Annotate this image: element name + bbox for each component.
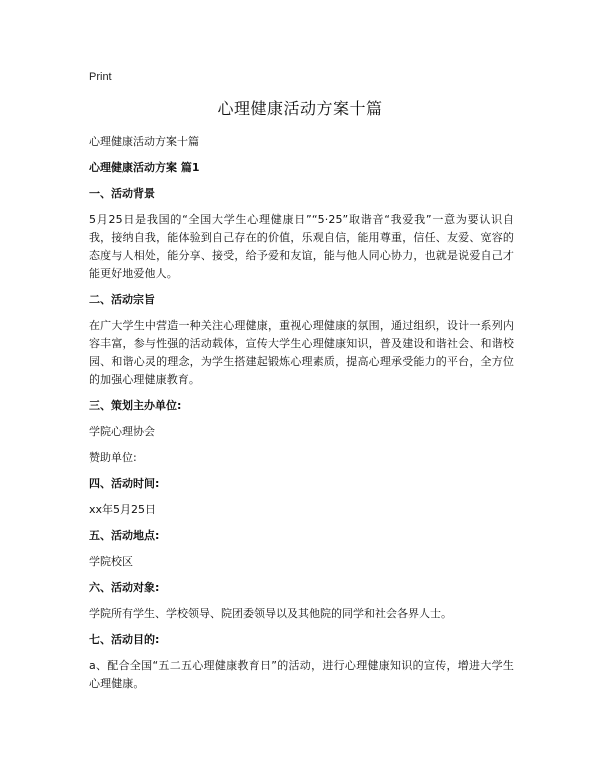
audience-text: 学院所有学生、学校领导、院团委领导以及其他院的同学和社会各界人士。 [89, 607, 452, 620]
section-heading-purpose: 二、活动宗旨 [89, 293, 155, 306]
plan-subtitle: 心理健康活动方案 篇1 [89, 161, 200, 174]
section-heading-location: 五、活动地点: [89, 529, 160, 542]
print-label[interactable]: Print [89, 71, 112, 83]
section-heading-organizer: 三、策划主办单位: [89, 399, 182, 412]
section-heading-background: 一、活动背景 [89, 187, 155, 200]
purpose-paragraph: 在广大学生中营造一种关注心理健康，重视心理健康的氛围，通过组织，设计一系列内容丰富，参与性强的活动载体，宣传大学生心理健康知识，普及建设和谐社会、和谐校园、和谐心灵的理念，为学生搭建起锻炼心理素质，提高心理承受能力的平台，全方位的加强心理健康教育。 [89, 319, 514, 386]
section-heading-audience: 六、活动对象: [89, 581, 160, 594]
section-heading-time: 四、活动时间: [89, 477, 160, 490]
document-body [89, 133, 514, 701]
goal-paragraph: a、配合全国“五二五心理健康教育日”的活动，进行心理健康知识的宣传，增进大学生心理健康。 [89, 659, 514, 690]
sponsor-text: 赞助单位: [89, 451, 137, 464]
document-title: 心理健康活动方案十篇 [217, 99, 383, 118]
section-heading-goal: 七、活动目的: [89, 633, 160, 646]
location-text: 学院校区 [89, 555, 133, 568]
intro-line: 心理健康活动方案十篇 [89, 135, 199, 148]
time-text: xx年5月25日 [89, 503, 157, 516]
organizer-text: 学院心理协会 [89, 425, 155, 438]
background-paragraph: 5月25日是我国的“全国大学生心理健康日”“5·25”取谐音“我爱我”一意为要认识自我，接纳自我，能体验到自己存在的价值，乐观自信，能用尊重，信任、友爱、宽容的态度与人相处，能分享、接受，给予爱和友谊，能与他人同心协力，也就是说爱自己才能更好地爱他人。 [89, 213, 514, 280]
